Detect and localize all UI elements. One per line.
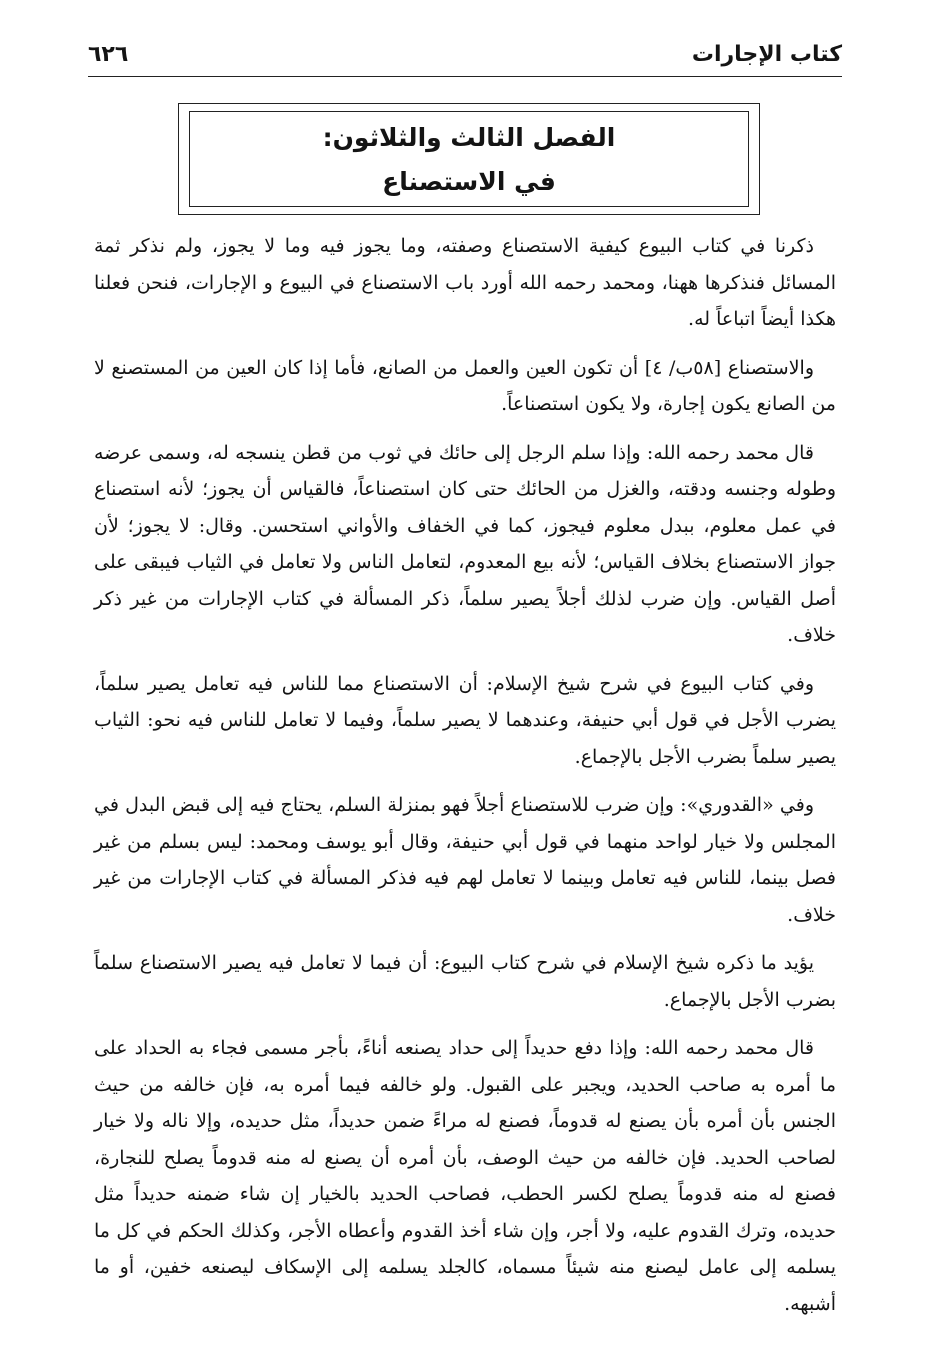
chapter-title: [179, 116, 759, 204]
paragraph-7: قال محمد رحمه الله: وإذا دفع حديداً إلى حداد يصنعه أناءً، بأجر مسمى فجاء به الحداد على ما أمره به صاحب الحديد، ويجبر على القبول. ولو خالفه فيما أمره به، فإن خالفه من حيث الجنس بأن أمره بأن يصنع له قدوماً، فصنع له مراءً ضمن حديداً، مثل حديده، وإلا ناله ولا خيار لصاحب الحديد. فإن خالفه من حيث الوصف، بأن أمره أن يصنع له منه قدوماً يصلح للنجارة، فصنع له منه قدوماً يصلح لكسر الحطب، فصاحب الحديد بالخيار إن شاء ضمنه حديداً مثل حديده، وترك القدوم عليه، ولا أجر، وإن شاء أخذ القدوم وأعطاه الأجر، وكذلك الحكم في كل ما يسلمه إلى عامل ليصنع منه شيئاً مسماه، كالجلد يسلمه إلى الإسكاف ليصنعه خفين، أو ما أشبهه.: [94, 1037, 836, 1315]
body-text: [94, 228, 836, 1334]
page-number: ٦٢٦: [88, 42, 129, 67]
chapter-title-line-1: الفصل الثالث والثلاثون:: [322, 123, 616, 152]
chapter-title-frame: [178, 103, 760, 215]
chapter-title-line-2: في الاستصناع: [382, 167, 556, 196]
paragraph-4: وفي كتاب البيوع في شرح شيخ الإسلام: أن الاستصناع مما للناس فيه تعامل يصير سلماً، يضرب الأجل في قول أبي حنيفة، وعندهما لا يصير سلماً، وفيما لا تعامل للناس فيه نحو: الثياب يصير سلماً بضرب الأجل بالإجماع.: [94, 672, 836, 768]
paragraph-1: ذكرنا في كتاب البيوع كيفية الاستصناع وصفته، وما يجوز فيه وما لا يجوز، ولم نذكر ثمة المسائل فنذكرها ههنا، ومحمد رحمه الله أورد باب الاستصناع في البيوع و الإجارات، فنحن فعلنا هكذا أيضاً اتباعاً له.: [94, 235, 836, 330]
paragraph-3: قال محمد رحمه الله: وإذا سلم الرجل إلى حائك في ثوب من قطن ينسجه له، وسمى عرضه وطوله وجنسه ودقته، والغزل من الحائك حتى كان استصناعاً، فالقياس أن يجوز؛ لأنه استصناع في عمل معلوم، ببدل معلوم فيجوز، كما في الخفاف والأواني استحسن. وقال: لا يجوز؛ لأن جواز الاستصناع بخلاف القياس؛ لأنه بيع المعدوم، لتعامل الناس ولا تعامل في الثياب فيبقى على أصل القياس. وإن ضرب لذلك أجلاً يصير سلماً، ذكر المسألة في كتاب الإجارات من غير ذكر خلاف.: [94, 441, 836, 646]
page-header: [88, 36, 842, 77]
paragraph-2: والاستصناع [٥٨ب/ ٤] أن تكون العين والعمل من الصانع، فأما إذا كان العين من المستصنع لا من الصانع يكون إجارة، ولا يكون استصناعاً.: [94, 356, 836, 415]
paragraph-6: يؤيد ما ذكره شيخ الإسلام في شرح كتاب البيوع: أن فيما لا تعامل فيه يصير الاستصناع سلماً بضرب الأجل بالإجماع.: [94, 952, 836, 1011]
running-title: كتاب الإجارات: [691, 42, 842, 67]
paragraph-5: وفي «القدوري»: وإن ضرب للاستصناع أجلاً فهو بمنزلة السلم، يحتاج فيه إلى قبض البدل في المجلس ولا خيار لواحد منهما في قول أبي حنيفة، وقال أبو يوسف ومحمد: ليس بسلم من غير فصل بينما، للناس فيه تعامل وبينما لا تعامل لهم فيه فذكر المسألة في كتاب الإجارات من غير خلاف.: [94, 794, 836, 926]
